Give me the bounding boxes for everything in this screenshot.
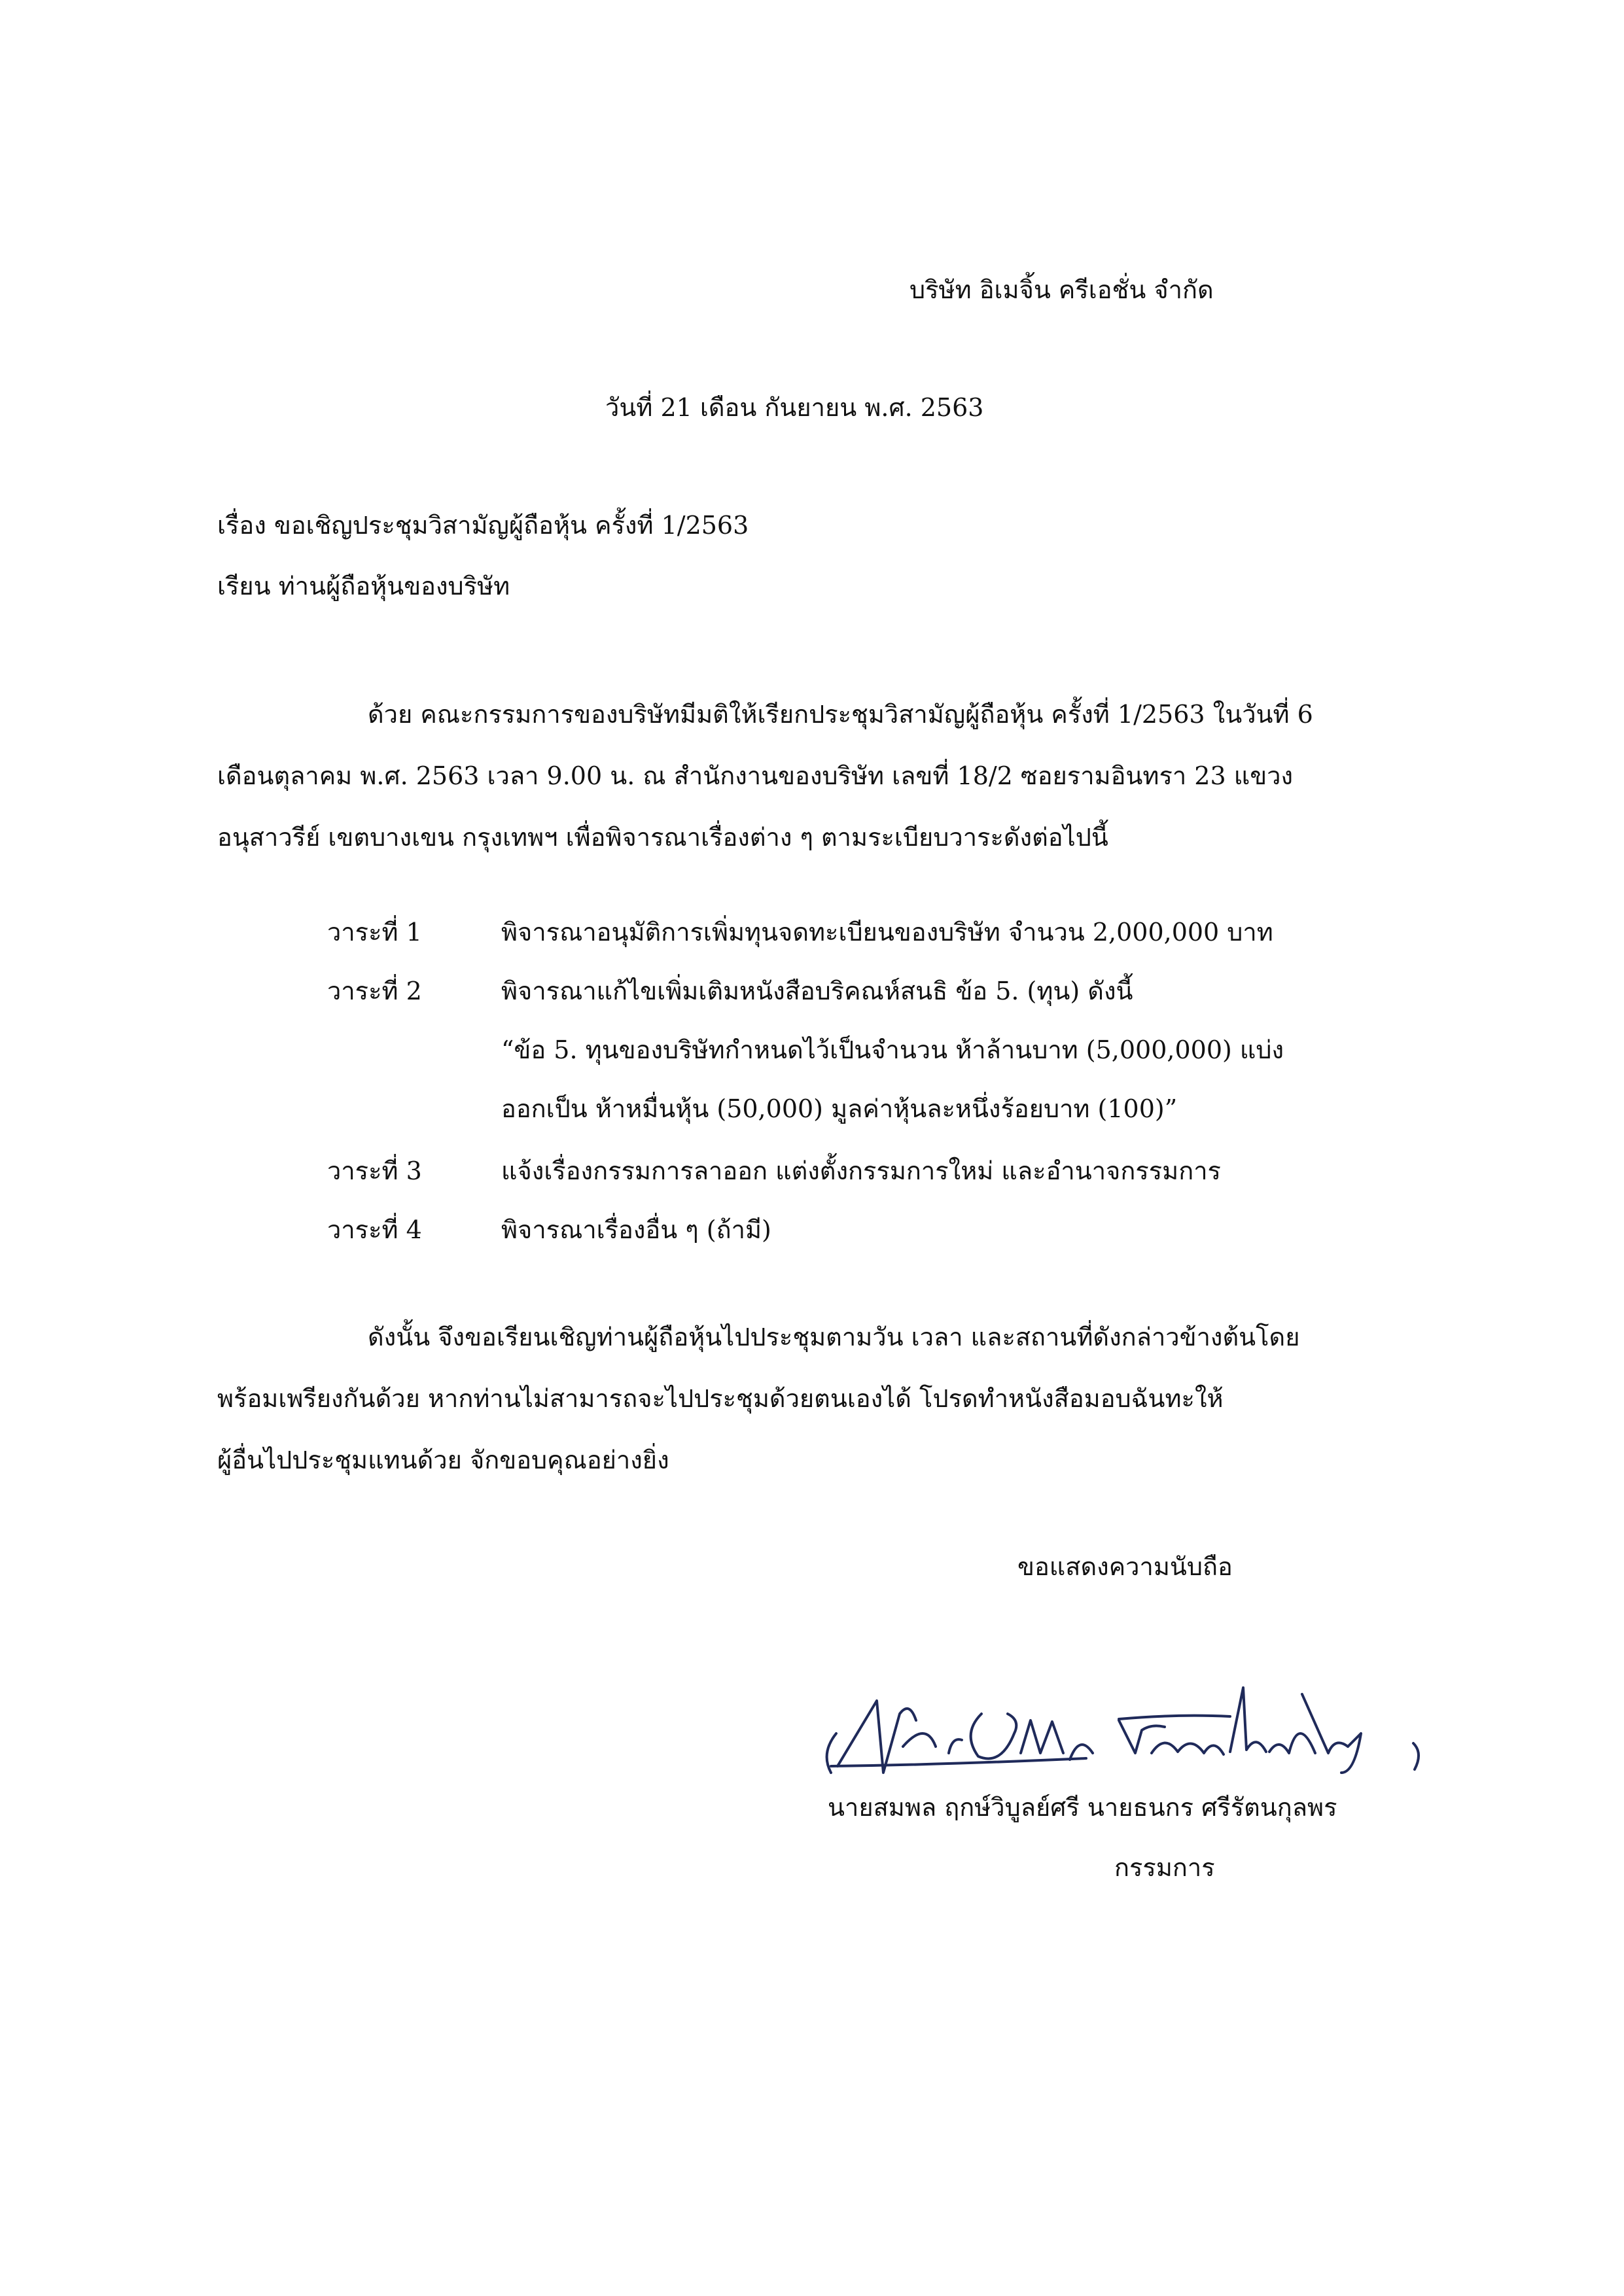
letter-subject: เรื่อง ขอเชิญประชุมวิสามัญผู้ถือหุ้น ครั้งที่ 1/2563	[217, 511, 749, 540]
intro-line-2: เดือนตุลาคม พ.ศ. 2563 เวลา 9.00 น. ณ สำนักงานของบริษัท เลขที่ 18/2 ซอยรามอินทรา 23 แขวง	[217, 761, 1294, 790]
signatory-title: กรรมการ	[1114, 1853, 1215, 1882]
agenda-text-4: พิจารณาเรื่องอื่น ๆ (ถ้ามี)	[501, 1215, 771, 1244]
intro-line-3: อนุสาวรีย์ เขตบางเขน กรุงเทพฯ เพื่อพิจารณาเรื่องต่าง ๆ ตามระเบียบวาระดังต่อไปนี้	[217, 823, 1108, 852]
request-line-2: พร้อมเพรียงกันด้วย หากท่านไม่สามารถจะไปประชุมด้วยตนเองได้ โปรดทำหนังสือมอบฉันทะให้	[217, 1384, 1224, 1413]
letter-date: วันที่ 21 เดือน กันยายน พ.ศ. 2563	[605, 393, 984, 422]
agenda-label-3: วาระที่ 3	[327, 1157, 422, 1185]
agenda-text-2-quote-line-1: “ข้อ 5. ทุนของบริษัทกำหนดไว้เป็นจำนวน ห้าล้านบาท (5,000,000) แบ่ง	[501, 1035, 1284, 1064]
agenda-text-2: พิจารณาแก้ไขเพิ่มเติมหนังสือบริคณห์สนธิ ข้อ 5. (ทุน) ดังนี้	[501, 977, 1133, 1005]
request-paragraph	[217, 1306, 1415, 1491]
agenda-label-4: วาระที่ 4	[327, 1215, 422, 1244]
agenda-text-2-quote-line-2: ออกเป็น ห้าหมื่นหุ้น (50,000) มูลค่าหุ้นละหนึ่งร้อยบาท (100)”	[501, 1094, 1178, 1123]
letter-salutation: เรียน ท่านผู้ถือหุ้นของบริษัท	[217, 572, 510, 600]
request-line-3: ผู้อื่นไปประชุมแทนด้วย จักขอบคุณอย่างยิ่ง	[217, 1446, 669, 1474]
agenda-label-2: วาระที่ 2	[327, 977, 422, 1005]
agenda-text-3: แจ้งเรื่องกรรมการลาออก แต่งตั้งกรรมการใหม่ และอำนาจกรรมการ	[501, 1157, 1221, 1185]
agenda-text-1: พิจารณาอนุมัติการเพิ่มทุนจดทะเบียนของบริษัท จำนวน 2,000,000 บาท	[501, 918, 1273, 947]
intro-paragraph	[217, 684, 1415, 868]
intro-line-1: ด้วย คณะกรรมการของบริษัทมีมติให้เรียกประชุมวิสามัญผู้ถือหุ้น ครั้งที่ 1/2563 ในวันที่ 6	[368, 700, 1313, 729]
agenda-label-1: วาระที่ 1	[327, 918, 422, 947]
handwritten-signature	[811, 1675, 1439, 1779]
request-line-1: ดังนั้น จึงขอเรียนเชิญท่านผู้ถือหุ้นไปประชุมตามวัน เวลา และสถานที่ดังกล่าวข้างต้นโดย	[368, 1323, 1300, 1351]
signatory-names: นายสมพล ฤกษ์วิบูลย์ศรี นายธนกร ศรีรัตนกุลพร	[828, 1793, 1337, 1822]
company-name: บริษัท อิเมจิ้น ครีเอชั่น จำกัด	[909, 275, 1214, 304]
closing-phrase: ขอแสดงความนับถือ	[1017, 1552, 1233, 1581]
